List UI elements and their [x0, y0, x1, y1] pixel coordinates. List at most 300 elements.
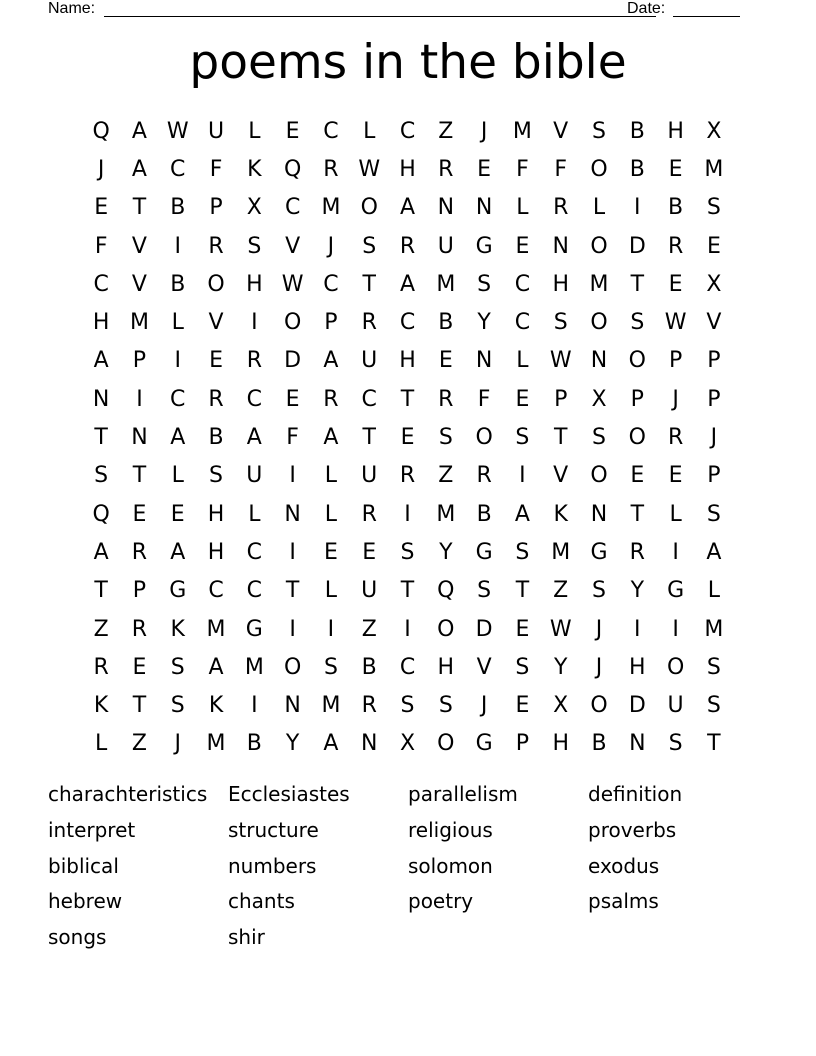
grid-cell: C: [246, 386, 263, 412]
grid-cell: E: [515, 386, 530, 412]
grid-cell: K: [170, 616, 185, 642]
grid-cell: T: [400, 578, 415, 604]
grid-cell: O: [360, 195, 378, 221]
word-list-item: biblical: [48, 853, 119, 878]
grid-cell: M: [551, 539, 571, 565]
grid-cell: O: [437, 731, 455, 757]
grid-cell: T: [707, 731, 721, 757]
grid-cell: Z: [131, 731, 147, 757]
grid-cell: F: [209, 156, 223, 182]
grid-cell: X: [591, 386, 607, 412]
grid-cell: E: [170, 501, 185, 527]
grid-cell: N: [284, 693, 301, 719]
grid-cell: R: [323, 386, 339, 412]
grid-cell: P: [324, 310, 338, 336]
grid-cell: M: [206, 731, 226, 757]
grid-cell: O: [590, 156, 608, 182]
grid-cell: T: [630, 501, 645, 527]
grid-cell: E: [477, 156, 492, 182]
grid-cell: L: [248, 118, 261, 144]
grid-cell: I: [251, 693, 258, 719]
word-list-item: psalms: [588, 889, 659, 914]
grid-cell: M: [206, 616, 226, 642]
grid-cell: S: [362, 233, 377, 259]
grid-cell: B: [629, 156, 645, 182]
grid-cell: W: [664, 310, 687, 336]
grid-cell: B: [170, 195, 186, 221]
grid-cell: E: [668, 463, 683, 489]
grid-cell: T: [362, 271, 376, 297]
grid-cell: A: [93, 348, 109, 374]
grid-cell: N: [552, 233, 569, 259]
grid-cell: S: [706, 501, 721, 527]
grid-cell: S: [706, 195, 721, 221]
grid-cell: L: [95, 731, 108, 757]
grid-row: [82, 648, 734, 686]
grid-row: [82, 686, 734, 724]
grid-cell: O: [437, 616, 455, 642]
grid-cell: J: [97, 156, 105, 182]
grid-cell: R: [131, 539, 148, 565]
grid-cell: T: [553, 425, 568, 451]
grid-cell: H: [437, 654, 455, 680]
grid-cell: R: [667, 425, 684, 451]
word-list-item: religious: [408, 817, 493, 842]
grid-cell: P: [707, 386, 721, 412]
grid-cell: R: [476, 463, 492, 489]
grid-cell: E: [515, 693, 530, 719]
grid-cell: I: [634, 616, 641, 642]
grid-cell: M: [436, 271, 456, 297]
grid-cell: I: [174, 348, 181, 374]
name-label: Name:: [48, 0, 96, 17]
grid-cell: S: [592, 425, 606, 451]
grid-cell: E: [94, 195, 109, 221]
grid-cell: I: [136, 386, 143, 412]
grid-cell: B: [170, 271, 186, 297]
grid-row: [82, 265, 734, 303]
grid-cell: V: [706, 310, 722, 336]
grid-cell: I: [672, 539, 679, 565]
grid-cell: Z: [438, 463, 454, 489]
grid-cell: K: [247, 156, 262, 182]
grid-cell: I: [174, 233, 181, 259]
grid-cell: R: [361, 501, 377, 527]
grid-cell: T: [515, 578, 530, 604]
grid-cell: Q: [437, 578, 455, 604]
grid-cell: S: [438, 425, 453, 451]
grid-cell: R: [438, 386, 454, 412]
page-title: poems in the bible: [189, 35, 627, 90]
grid-cell: L: [707, 578, 721, 604]
grid-cell: I: [289, 463, 296, 489]
grid-cell: V: [476, 654, 492, 680]
grid-cell: Z: [438, 118, 454, 144]
grid-row: [82, 150, 734, 188]
grid-cell: Z: [361, 616, 377, 642]
grid-cell: C: [399, 310, 416, 336]
grid-cell: A: [93, 539, 109, 565]
grid-cell: F: [94, 233, 108, 259]
grid-cell: L: [669, 501, 682, 527]
grid-cell: O: [475, 425, 493, 451]
grid-cell: H: [629, 654, 646, 680]
grid-cell: E: [285, 386, 300, 412]
grid-cell: C: [93, 271, 109, 297]
word-list-item: chants: [228, 889, 295, 914]
grid-cell: E: [323, 539, 338, 565]
grid-cell: O: [628, 348, 646, 374]
grid-cell: T: [630, 271, 645, 297]
grid-cell: B: [208, 425, 224, 451]
grid-cell: R: [438, 156, 454, 182]
grid-cell: Y: [477, 310, 491, 336]
grid-cell: C: [246, 578, 263, 604]
grid-cell: S: [515, 654, 530, 680]
grid-cell: F: [477, 386, 491, 412]
grid-cell: N: [475, 195, 493, 221]
grid-cell: L: [324, 463, 338, 489]
grid-cell: V: [553, 118, 569, 144]
grid-cell: S: [400, 693, 415, 719]
grid-cell: U: [361, 578, 378, 604]
grid-cell: U: [246, 463, 263, 489]
grid-cell: L: [516, 195, 529, 221]
grid-cell: P: [132, 578, 147, 604]
grid-cell: E: [209, 348, 223, 374]
grid-row: [82, 725, 734, 763]
grid-cell: H: [246, 271, 263, 297]
grid-row: [82, 533, 734, 571]
grid-cell: H: [207, 501, 225, 527]
grid-cell: N: [360, 731, 378, 757]
grid-cell: T: [132, 693, 147, 719]
grid-cell: D: [475, 616, 493, 642]
grid-cell: N: [284, 501, 301, 527]
grid-cell: U: [667, 693, 684, 719]
grid-cell: T: [362, 425, 376, 451]
grid-cell: R: [323, 156, 339, 182]
grid-cell: M: [129, 310, 149, 336]
grid-cell: L: [324, 578, 338, 604]
word-list-item: interpret: [48, 817, 136, 842]
word-list-item: proverbs: [588, 817, 677, 842]
grid-row: [82, 380, 734, 418]
grid-cell: R: [246, 348, 262, 374]
grid-cell: S: [170, 693, 185, 719]
grid-cell: O: [283, 310, 302, 336]
grid-cell: H: [207, 539, 225, 565]
grid-cell: O: [590, 463, 608, 489]
grid-cell: O: [207, 271, 225, 297]
grid-cell: V: [285, 233, 301, 259]
grid-cell: R: [361, 693, 377, 719]
grid-cell: B: [668, 195, 684, 221]
grid-cell: A: [170, 539, 186, 565]
grid-cell: M: [512, 118, 532, 144]
grid-cell: A: [323, 425, 339, 451]
grid-cell: M: [704, 156, 724, 182]
grid-cell: T: [132, 463, 147, 489]
grid-cell: R: [93, 654, 109, 680]
grid-cell: S: [630, 310, 645, 336]
word-list-item: parallelism: [408, 782, 518, 806]
grid-cell: K: [208, 693, 224, 719]
grid-cell: T: [94, 578, 108, 604]
grid-cell: R: [553, 195, 569, 221]
grid-cell: C: [361, 386, 377, 412]
grid-row: [82, 418, 734, 456]
grid-cell: G: [169, 578, 187, 604]
word-list-item: numbers: [228, 853, 317, 878]
grid-cell: C: [514, 271, 531, 297]
grid-cell: W: [166, 118, 189, 144]
grid-cell: A: [399, 195, 416, 221]
date-field-line[interactable]: [673, 16, 740, 17]
word-list-item: structure: [228, 817, 319, 842]
word-list-item: definition: [588, 782, 683, 806]
grid-row: [82, 303, 734, 341]
grid-cell: V: [208, 310, 224, 336]
word-list-item: Ecclesiastes: [228, 782, 350, 806]
grid-cell: B: [361, 654, 377, 680]
grid-cell: E: [132, 654, 147, 680]
grid-row: [82, 112, 734, 150]
grid-cell: J: [672, 386, 679, 412]
grid-cell: R: [131, 616, 148, 642]
grid-cell: R: [399, 233, 416, 259]
grid-cell: S: [706, 693, 721, 719]
grid-row: [82, 227, 734, 265]
grid-cell: V: [131, 233, 147, 259]
grid-cell: Y: [553, 654, 568, 680]
grid-cell: A: [131, 156, 147, 182]
grid-cell: E: [132, 501, 147, 527]
word-list-item: solomon: [408, 853, 493, 878]
grid-row: [82, 610, 734, 648]
grid-cell: G: [590, 539, 608, 565]
date-label: Date:: [627, 0, 666, 17]
grid-cell: S: [170, 654, 185, 680]
grid-cell: Y: [285, 731, 300, 757]
grid-cell: B: [591, 731, 607, 757]
grid-cell: Q: [283, 156, 302, 182]
grid-cell: C: [514, 310, 531, 336]
grid-cell: T: [285, 578, 300, 604]
grid-cell: T: [94, 425, 108, 451]
grid-cell: X: [706, 118, 722, 144]
grid-cell: O: [590, 693, 608, 719]
grid-cell: P: [707, 348, 721, 374]
grid-cell: N: [590, 348, 608, 374]
grid-cell: J: [174, 731, 181, 757]
grid-cell: C: [399, 654, 416, 680]
grid-cell: E: [362, 539, 377, 565]
grid-cell: A: [399, 271, 416, 297]
grid-cell: S: [477, 578, 492, 604]
grid-cell: K: [553, 501, 568, 527]
grid-cell: R: [629, 539, 645, 565]
grid-cell: W: [358, 156, 381, 182]
grid-cell: J: [480, 693, 488, 719]
grid-cell: A: [323, 348, 339, 374]
grid-cell: T: [400, 386, 415, 412]
header: [48, 0, 740, 20]
grid-cell: I: [672, 616, 679, 642]
grid-cell: W: [281, 271, 304, 297]
grid-cell: P: [707, 463, 721, 489]
grid-cell: Q: [92, 118, 110, 144]
word-list-item: shir: [228, 925, 265, 950]
grid-cell: H: [92, 310, 110, 336]
grid-cell: V: [131, 271, 147, 297]
grid-cell: X: [399, 731, 416, 757]
grid-cell: P: [554, 386, 568, 412]
grid-cell: Q: [92, 501, 110, 527]
grid-cell: C: [323, 271, 339, 297]
grid-cell: E: [706, 233, 721, 259]
grid-row: [82, 189, 734, 227]
word-list-item: hebrew: [48, 889, 123, 914]
grid-cell: G: [475, 731, 493, 757]
grid-cell: I: [519, 463, 526, 489]
grid-cell: L: [324, 501, 338, 527]
word-list-item: poetry: [408, 889, 474, 914]
grid-cell: C: [284, 195, 301, 221]
grid-cell: J: [595, 654, 603, 680]
grid-cell: I: [251, 310, 258, 336]
grid-cell: T: [132, 195, 147, 221]
grid-cell: P: [630, 386, 644, 412]
grid-cell: G: [667, 578, 685, 604]
grid-cell: S: [400, 539, 415, 565]
grid-cell: X: [246, 195, 262, 221]
grid-cell: B: [629, 118, 645, 144]
grid-cell: N: [629, 731, 646, 757]
grid-cell: F: [286, 425, 299, 451]
grid-row: [82, 342, 734, 380]
grid-cell: L: [171, 463, 184, 489]
grid-cell: H: [552, 731, 569, 757]
grid-cell: M: [436, 501, 456, 527]
grid-cell: E: [668, 271, 683, 297]
grid-cell: X: [553, 693, 569, 719]
grid-cell: P: [668, 348, 683, 374]
grid-cell: O: [590, 233, 608, 259]
grid-cell: L: [592, 195, 606, 221]
grid-cell: S: [553, 310, 568, 336]
grid-cell: M: [589, 271, 609, 297]
grid-cell: C: [208, 578, 224, 604]
grid-cell: Y: [630, 578, 645, 604]
grid-cell: I: [289, 539, 296, 565]
grid-cell: O: [666, 654, 685, 680]
grid-cell: E: [515, 233, 530, 259]
grid-cell: P: [515, 731, 530, 757]
grid-cell: L: [363, 118, 376, 144]
grid-cell: G: [245, 616, 263, 642]
word-list: [48, 778, 768, 957]
grid-cell: L: [516, 348, 529, 374]
grid-cell: G: [475, 233, 493, 259]
grid-cell: M: [704, 616, 724, 642]
grid-cell: W: [549, 348, 572, 374]
grid-cell: S: [668, 731, 683, 757]
grid-cell: Z: [553, 578, 569, 604]
grid-cell: A: [706, 539, 722, 565]
grid-cell: Y: [439, 539, 453, 565]
grid-cell: S: [515, 425, 530, 451]
grid-cell: L: [248, 501, 261, 527]
grid-cell: E: [668, 156, 683, 182]
word-list-item: charachteristics: [48, 782, 208, 806]
grid-cell: G: [475, 539, 493, 565]
grid-cell: D: [284, 348, 302, 374]
grid-cell: B: [246, 731, 262, 757]
grid-cell: I: [404, 501, 411, 527]
grid-cell: S: [592, 578, 606, 604]
grid-cell: R: [361, 310, 377, 336]
grid-cell: R: [208, 233, 224, 259]
grid-cell: N: [590, 501, 608, 527]
grid-cell: S: [247, 233, 262, 259]
grid-cell: L: [171, 310, 184, 336]
grid-cell: O: [628, 425, 646, 451]
word-list-item: songs: [48, 925, 107, 950]
grid-cell: C: [246, 539, 263, 565]
grid-cell: O: [283, 654, 302, 680]
grid-cell: R: [667, 233, 684, 259]
name-field-line[interactable]: [104, 16, 656, 17]
grid-cell: P: [209, 195, 223, 221]
grid-cell: S: [94, 463, 109, 489]
grid-cell: D: [628, 693, 646, 719]
grid-cell: S: [477, 271, 492, 297]
grid-cell: A: [323, 731, 339, 757]
grid-cell: N: [131, 425, 148, 451]
grid-cell: D: [628, 233, 646, 259]
grid-cell: N: [437, 195, 455, 221]
grid-cell: W: [549, 616, 572, 642]
grid-cell: M: [321, 693, 341, 719]
grid-cell: H: [399, 348, 416, 374]
grid-cell: E: [438, 348, 453, 374]
grid-cell: C: [323, 118, 339, 144]
grid-cell: H: [399, 156, 416, 182]
grid-cell: F: [516, 156, 529, 182]
grid-cell: E: [515, 616, 530, 642]
grid-cell: E: [285, 118, 300, 144]
grid-cell: J: [595, 616, 603, 642]
grid-cell: B: [438, 310, 454, 336]
grid-cell: A: [246, 425, 262, 451]
grid-cell: M: [321, 195, 341, 221]
grid-cell: I: [289, 616, 296, 642]
grid-cell: J: [710, 425, 718, 451]
grid-cell: J: [327, 233, 335, 259]
grid-cell: H: [667, 118, 684, 144]
grid-cell: C: [170, 156, 186, 182]
grid-cell: S: [209, 463, 224, 489]
grid-cell: M: [244, 654, 264, 680]
grid-cell: C: [399, 118, 416, 144]
grid-cell: I: [327, 616, 335, 642]
grid-cell: A: [131, 118, 147, 144]
grid-cell: I: [634, 195, 641, 221]
grid-cell: U: [361, 463, 378, 489]
letter-grid: [82, 112, 734, 762]
grid-cell: F: [554, 156, 568, 182]
